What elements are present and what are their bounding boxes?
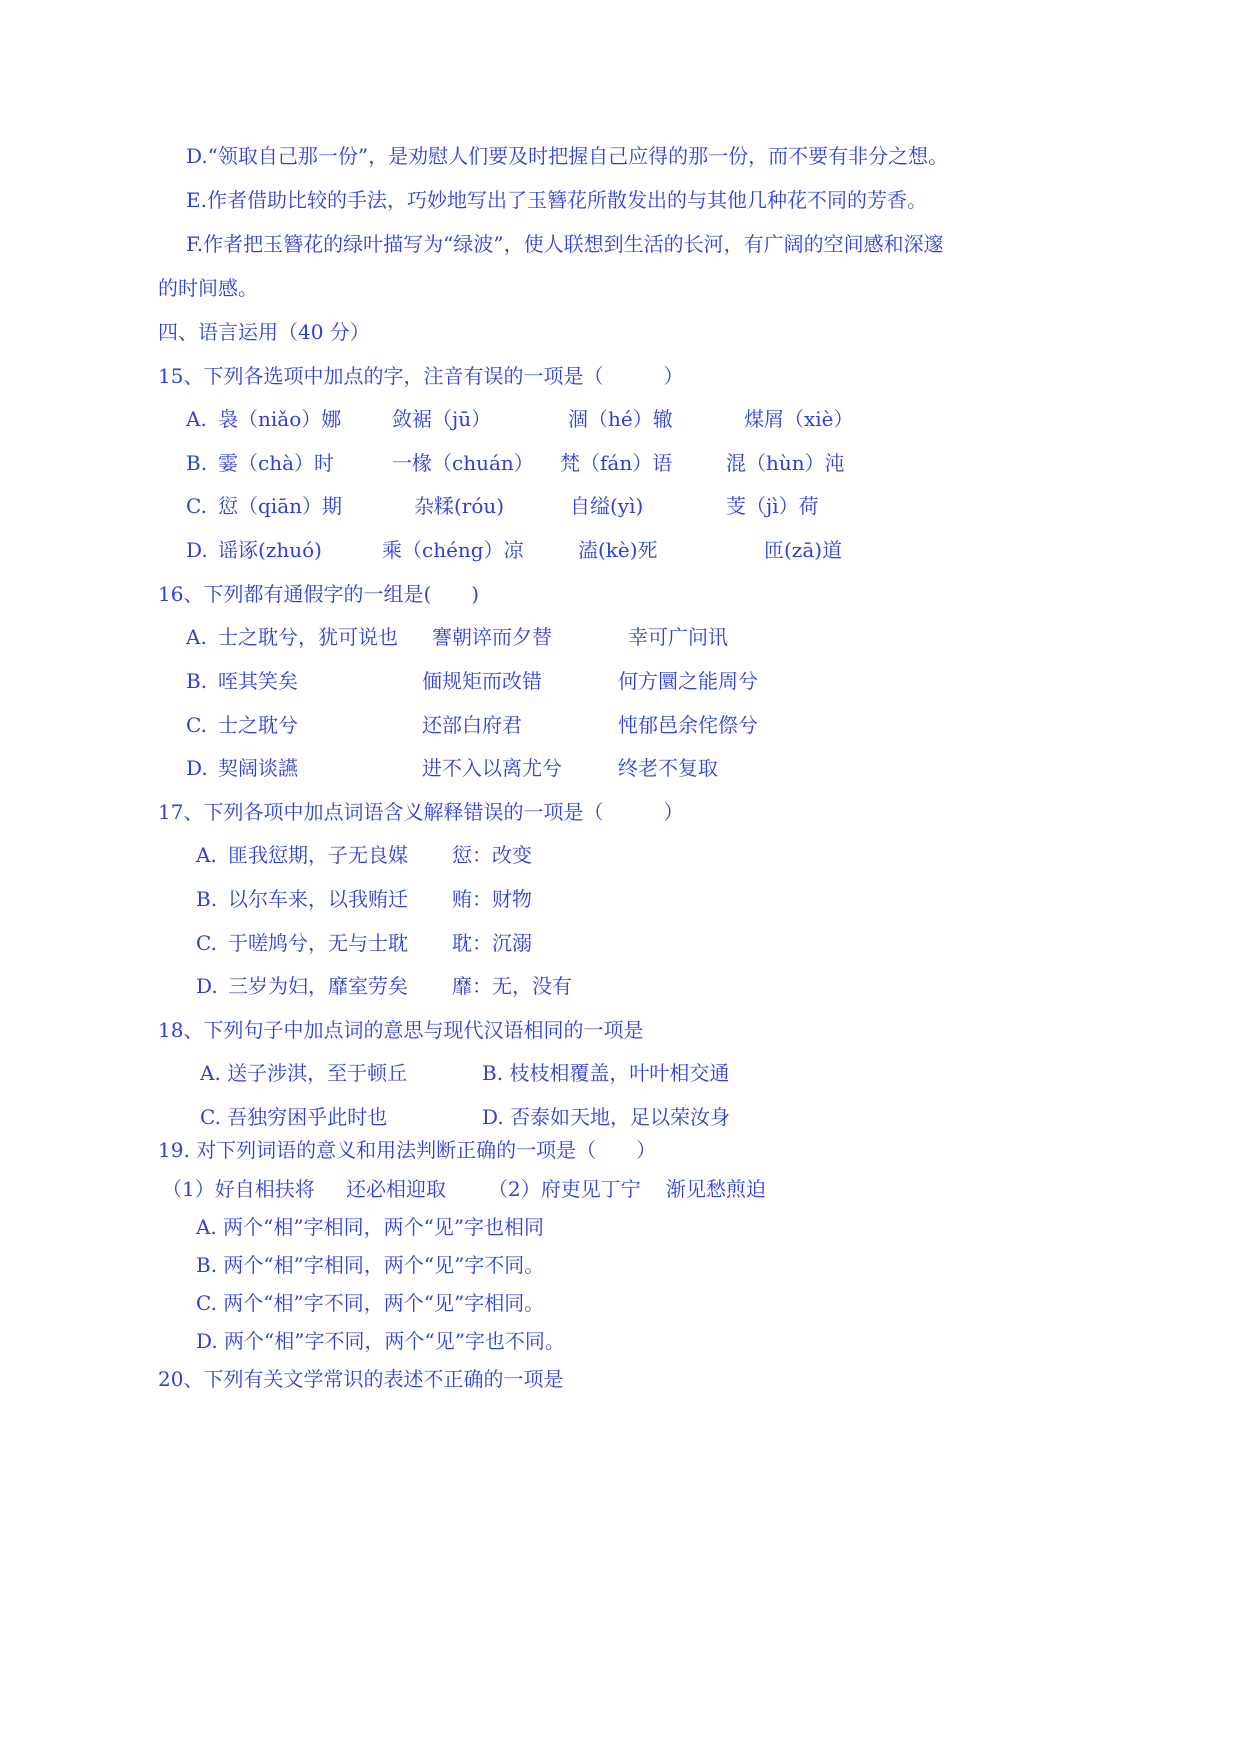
option-item: 溘(kè)死	[578, 538, 658, 562]
option-label: C.	[186, 494, 207, 518]
option-item: 还部白府君	[422, 713, 522, 737]
q18-option-b: B. 枝枝相覆盖，叶叶相交通	[482, 1061, 730, 1085]
option-sentence: 三岁为妇，靡室劳矣	[228, 974, 408, 998]
option-item: 謇朝谇而夕替	[432, 625, 552, 649]
option-label: D.	[196, 974, 218, 998]
q19-option-c: C. 两个“相”字不同，两个“见”字相同。	[196, 1291, 545, 1315]
option-label: D.	[186, 756, 208, 780]
option-item: 芰（jì）荷	[726, 494, 819, 518]
option-sentence: 于嗟鸠兮，无与士耽	[228, 931, 408, 955]
option-item: 敛裾（jū）	[392, 407, 492, 431]
option-item: 终老不复取	[618, 756, 718, 780]
option-label: B.	[186, 669, 208, 693]
q14-option-d: D.“领取自己那一份”，是劝慰人们要及时把握自己应得的那一份，而不要有非分之想。	[186, 144, 949, 168]
option-label: C.	[186, 713, 207, 737]
q18-option-d: D. 否泰如天地，足以荣汝身	[482, 1105, 731, 1129]
q19-item: 还必相迎取	[346, 1177, 446, 1201]
option-item: 梵（fán）语	[560, 451, 673, 475]
option-item: 霎（chà）时	[218, 451, 335, 475]
option-label: C.	[196, 931, 217, 955]
q19-option-a: A. 两个“相”字相同，两个“见”字也相同	[196, 1215, 545, 1239]
option-item: 进不入以离尤兮	[422, 756, 562, 780]
option-label: B.	[196, 887, 218, 911]
q18-option-a: A. 送子涉淇，至于顿丘	[200, 1061, 408, 1085]
option-item: 涸（hé）辙	[568, 407, 673, 431]
section-title: 四、语言运用（40 分）	[158, 320, 370, 344]
option-item: 契阔谈讌	[218, 756, 298, 780]
q19-option-d: D. 两个“相”字不同，两个“见”字也不同。	[196, 1329, 565, 1353]
option-sentence: 以尔车来，以我贿迁	[228, 887, 408, 911]
option-item: 混（hùn）沌	[726, 451, 845, 475]
option-item: 士之耽兮	[218, 713, 298, 737]
q19-stem: 19. 对下列词语的意义和用法判断正确的一项是（ ）	[158, 1138, 657, 1162]
q20-stem: 20、下列有关文学常识的表述不正确的一项是	[158, 1367, 564, 1391]
option-item: 偭规矩而改错	[422, 669, 542, 693]
q18-option-c: C. 吾独穷困乎此时也	[200, 1105, 388, 1129]
option-gloss: 靡：无，没有	[452, 974, 572, 998]
q19-item: （2）府吏见丁宁	[488, 1177, 641, 1201]
option-sentence: 匪我愆期，子无良媒	[228, 843, 408, 867]
q14-option-f: F.作者把玉簪花的绿叶描写为“绿波”，使人联想到生活的长河，有广阔的空间感和深邃	[186, 232, 944, 256]
option-item: 幸可广问讯	[628, 625, 728, 649]
q18-stem: 18、下列句子中加点词的意思与现代汉语相同的一项是	[158, 1018, 644, 1042]
option-item: 杂糅(róu)	[414, 494, 505, 518]
option-gloss: 愆：改变	[452, 843, 532, 867]
option-item: 煤屑（xiè）	[744, 407, 854, 431]
option-item: 一椽（chuán）	[392, 451, 534, 475]
option-item: 何方圜之能周兮	[618, 669, 758, 693]
option-item: 愆（qiān）期	[218, 494, 343, 518]
option-item: 士之耽兮，犹可说也	[218, 625, 398, 649]
option-item: 自缢(yì)	[570, 494, 644, 518]
option-item: 谣诼(zhuó)	[218, 538, 322, 562]
option-label: B.	[186, 451, 208, 475]
q17-stem: 17、下列各项中加点词语含义解释错误的一项是（ ）	[158, 800, 684, 824]
q14-option-f-continued: 的时间感。	[158, 276, 258, 300]
option-gloss: 贿：财物	[452, 887, 532, 911]
q19-item: 渐见愁煎迫	[666, 1177, 766, 1201]
option-item: 咥其笑矣	[218, 669, 298, 693]
option-label: D.	[186, 538, 208, 562]
option-gloss: 耽：沉溺	[452, 931, 532, 955]
option-item: 匝(zā)道	[764, 538, 843, 562]
q16-stem: 16、下列都有通假字的一组是( )	[158, 582, 480, 606]
q14-option-e: E.作者借助比较的手法，巧妙地写出了玉簪花所散发出的与其他几种花不同的芳香。	[186, 188, 927, 212]
option-label: A.	[186, 625, 207, 649]
option-item: 忳郁邑余侘傺兮	[618, 713, 758, 737]
q19-item: （1）好自相扶将	[162, 1177, 315, 1201]
q19-option-b: B. 两个“相”字相同，两个“见”字不同。	[196, 1253, 545, 1277]
q15-stem: 15、下列各选项中加点的字，注音有误的一项是（ ）	[158, 364, 684, 388]
option-label: A.	[196, 843, 217, 867]
option-item: 袅（niǎo）娜	[218, 407, 342, 431]
option-label: A.	[186, 407, 207, 431]
option-item: 乘（chéng）凉	[382, 538, 524, 562]
